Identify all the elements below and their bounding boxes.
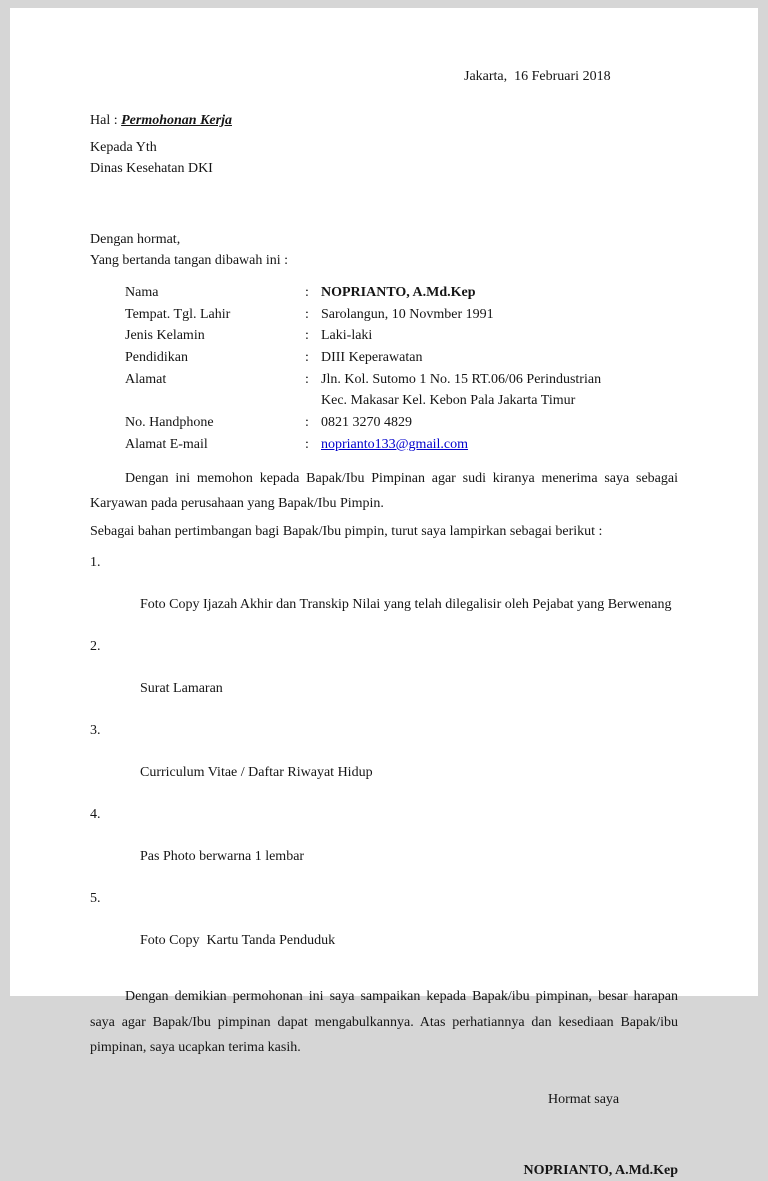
detail-value: DIII Keperawatan (321, 350, 423, 366)
attachment-number: 4. (90, 806, 101, 822)
detail-label: No. Handphone (125, 415, 214, 431)
detail-label: Tempat. Tgl. Lahir (125, 306, 231, 322)
detail-label-empty (125, 390, 305, 412)
attachment-item-4 (90, 804, 678, 888)
recipient-block (90, 137, 678, 179)
closing-paragraph: Dengan demikian permohonan ini saya sampaikan kepada Bapak/ibu pimpinan, besar harapan saya agar Bapak/Ibu pimpinan dapat mengabulkannya. Atas perhatiannya dan kesediaan Bapak/ibu pimpinan, saya ucapkan terima kasih. (90, 988, 678, 1056)
signature-name: NOPRIANTO, A.Md.Kep (523, 1163, 678, 1179)
salutation: Dengan hormat, (90, 232, 181, 247)
attachment-text: Curriculum Vitae / Daftar Riwayat Hidup (140, 764, 373, 780)
detail-colon: : (305, 350, 309, 366)
attachment-item-5 (90, 888, 678, 972)
detail-label: Pendidikan (125, 350, 188, 366)
detail-colon: : (305, 371, 309, 387)
attachment-item-1 (90, 552, 678, 636)
email-link[interactable]: noprianto133@gmail.com (321, 436, 469, 452)
detail-value: Kec. Makasar Kel. Kebon Pala Jakarta Timur (321, 393, 576, 409)
detail-row-alamat-line2 (125, 390, 678, 412)
detail-colon: : (305, 436, 309, 452)
date-line: Jakarta, 16 Februari 2018 (464, 69, 611, 84)
detail-row-email (125, 434, 678, 456)
recipient-salutation: Kepada Yth (90, 140, 157, 155)
detail-row-handphone (125, 412, 678, 434)
signature-label: Hormat saya (548, 1092, 620, 1108)
attachment-text: Surat Lamaran (140, 680, 223, 696)
letter-page (10, 8, 758, 1179)
detail-colon: : (305, 328, 309, 344)
detail-colon: : (305, 306, 309, 322)
detail-colon-empty (305, 390, 321, 412)
subject-line (90, 110, 678, 131)
attachments-intro: Sebagai bahan pertimbangan bagi Bapak/Ibu pimpin, turut saya lampirkan sebagai berikut : (90, 524, 603, 540)
attachment-list (90, 552, 678, 972)
attachment-number: 1. (90, 554, 101, 570)
detail-row-pendidikan (125, 347, 678, 369)
detail-value-nama: NOPRIANTO, A.Md.Kep (321, 285, 476, 300)
attachment-number: 5. (90, 890, 101, 906)
detail-colon: : (305, 285, 309, 300)
detail-value: Jln. Kol. Sutomo 1 No. 15 RT.06/06 Perindustrian (321, 371, 602, 387)
detail-row-nama (125, 282, 678, 304)
detail-label: Alamat (125, 371, 167, 387)
attachment-item-3 (90, 720, 678, 804)
attachment-number: 3. (90, 722, 101, 738)
detail-row-jenis-kelamin (125, 325, 678, 347)
attachment-text: Foto Copy Ijazah Akhir dan Transkip Nilai yang telah dilegalisir oleh Pejabat yang Berwenang (140, 596, 672, 612)
recipient-organization: Dinas Kesehatan DKI (90, 161, 213, 176)
detail-value: 0821 3270 4829 (321, 415, 412, 431)
applicant-details-table (125, 282, 678, 456)
intro-line: Yang bertanda tangan dibawah ini : (90, 253, 289, 268)
detail-value: Laki-laki (321, 328, 373, 344)
detail-label: Alamat E-mail (125, 436, 208, 452)
subject-label: Hal : (90, 113, 122, 128)
subject-value: Permohonan Kerja (121, 113, 232, 128)
attachment-number: 2. (90, 638, 101, 654)
attachment-item-2 (90, 636, 678, 720)
detail-colon: : (305, 415, 309, 431)
salutation-block (90, 229, 678, 271)
detail-value: Sarolangun, 10 Novmber 1991 (321, 306, 494, 322)
detail-label: Jenis Kelamin (125, 328, 205, 344)
detail-label: Nama (125, 285, 159, 300)
detail-row-tempat-tgl-lahir (125, 304, 678, 326)
detail-row-alamat (125, 369, 678, 391)
body-paragraph-1: Dengan ini memohon kepada Bapak/Ibu Pimpinan agar sudi kiranya menerima saya sebagai Karyawan pada perusahaan yang Bapak/Ibu Pimpin. (90, 470, 678, 512)
letter-content (10, 8, 758, 1181)
attachment-text: Foto Copy Kartu Tanda Penduduk (140, 932, 336, 948)
attachment-text: Pas Photo berwarna 1 lembar (140, 848, 305, 864)
